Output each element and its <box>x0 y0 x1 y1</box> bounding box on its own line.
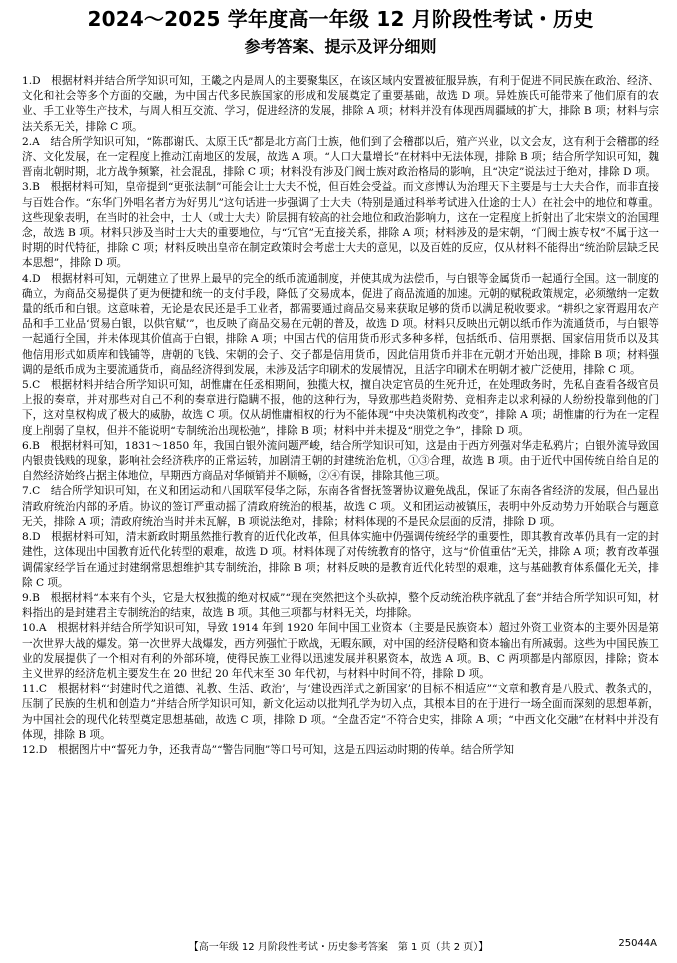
answer-number: 1. <box>22 75 33 87</box>
answer-choice: A <box>38 622 47 635</box>
answer-list <box>22 74 659 758</box>
answer-explanation: 根据材料并结合所学知识可知，王畿之内是周人的主要聚集区，在该区域内安置被征服异族，有利于促进不同民族在政治、经济、文化和社会等多个方面的交融，为中国古代多民族国家的形成和发展奠定了重要基础，故选 D 项。异姓族氏可能带来了他们原有的农业、手工业等生产技术，与周人相互交流、学习，促进经济的发展，排除 A 项；材料并没有体现西周疆域的扩大，排除 B 项；材料与宗法关系无关，排除 C 项。 <box>22 75 659 133</box>
answer-choice: D <box>32 272 41 285</box>
answer-choice: C <box>32 485 41 498</box>
answer-number: 7. <box>22 485 33 498</box>
footer-page-info: 【高一年级 12 月阶段性考试・历史参考答案 第 1 页（共 2 页）】 <box>188 942 489 953</box>
answer-item <box>22 530 659 591</box>
answer-choice: B <box>32 591 40 604</box>
answer-item <box>22 743 659 758</box>
answer-explanation: 根据材料并结合所学知识可知，胡惟庸在任丞相期间，独揽大权，擅自决定官员的生死升迁，在处理政务时，先私自查看各级官员上报的奏章，并对那些对自己不利的奏章进行隐瞒不报，他的这种行为，导致那些趋炎附势、竞相奔走以求利禄的人纷纷投靠到他的门下，这对皇权构成了极大的威胁，故选 C 项。仅从胡惟庸相权的行为不能体现“中央决策机构改变”，排除 A 项；胡惟庸的行为在一定程度上削弱了皇权，但并不能说明“专制统治出现松弛”，排除 B 项；材料中并未提及“朋党之争”，排除 D 项。 <box>22 379 659 437</box>
answer-choice: B <box>32 439 40 452</box>
answer-explanation: 结合所学知识可知，“陈郡谢氏、太原王氏”都是北方高门士族，他们到了会稽郡以后，殖产兴业，以文会友，这有利于会稽郡的经济、文化发展，在一定程度上推动江南地区的发展，故选 A 项。“人口大量增长”在材料中无法体现，排除 B 项；结合所学知识可知，魏晋南北朝时期，北方战争频繁，社会混乱，排除 C 项；材料没有涉及门阀士族对政治格局的影响，且“决定”说法过于绝对，排除 D 项。 <box>22 135 659 179</box>
answer-explanation: 根据材料可知，皇帝提到“更张法制”可能会让士大夫不悦，但百姓会受益。而文彦博认为治理天下主要是与士大夫合作，而非直接与百姓合作。“东华门外唱名者方为好男儿”这句话进一步强调了士大夫（特别是通过科举考试进入仕途的士人）在社会中的地位和尊重。这些现象表明，在当时的社会中，士人（或士大夫）阶层拥有较高的社会地位和政治影响力，这在一定程度上折射出了北宋崇文的治国理念，故选 B 项。材料只涉及当时士大夫的重要地位，与“冗官”无直接关系，排除 A 项；材料涉及的是宋朝，“门阀士族专权”不属于这一时期的时代特征，排除 C 项；材料反映出皇帝在制定政策时会考虑士大夫的意见，以及百姓的反应，仅从材料不能得出“统治阶层缺乏民本思想”，排除 D 项。 <box>22 181 659 270</box>
answer-explanation: 根据材料“本来有个头，它是大权独揽的绝对权威”“现在突然把这个头砍掉，整个反动统治秩序就乱了套”并结合所学知识可知，材料指出的是封建君主专制统治的结束，故选 B 项。其他三项都与材料无关，均排除。 <box>22 591 659 620</box>
answer-choice: D <box>38 743 48 756</box>
answer-number: 6. <box>22 439 33 452</box>
answer-number: 2. <box>22 135 33 148</box>
answer-number: 9. <box>22 591 33 604</box>
page-footer <box>0 938 677 953</box>
answer-choice: C <box>38 683 47 696</box>
answer-item <box>22 135 659 181</box>
answer-item <box>22 621 659 682</box>
answer-choice: C <box>32 379 41 392</box>
answer-number: 3. <box>22 181 33 194</box>
answer-number: 11. <box>22 683 39 696</box>
answer-item <box>22 180 659 271</box>
answer-number: 10. <box>22 622 39 635</box>
answer-item <box>22 682 659 743</box>
page-title: 2024～2025 学年度高一年级 12 月阶段性考试・历史 <box>87 7 594 31</box>
answer-explanation: 根据材料可知，1831～1850 年，我国白银外流问题严峻，结合所学知识可知，这是由于西方列强对华走私鸦片；白银外流导致国内银贵钱贱的现象，影响社会经济秩序的正常运转，加剧清王朝的封建统治危机，①③合理，故选 B 项。由于近代中国传统自给自足的自然经济始终占据主体地位，早期西方商品对华倾销并不顺畅，②④有误，排除其他三项。 <box>22 439 659 483</box>
answer-explanation: 根据材料可知，清末新政时期虽然推行教育的近代化改革，但具体实施中仍强调传统经学的重要性，即其教育改革仍具有一定的封建性，这体现出中国教育近代化转型的艰难，故选 D 项。材料体现了对传统教育的恪守，这与“价值重估”无关，排除 A 项；教育改革强调儒家经学旨在通过封建纲常思想维护其专制统治，排除 B 项；材料反映的是教育近代化转型的艰难，这与基础教育体系僵化无关，排除 C 项。 <box>22 531 659 589</box>
answer-explanation: 根据图片中“誓死力争，还我青岛”“警告同胞”等口号可知，这是五四运动时期的传单。结合所学知 <box>57 743 514 756</box>
page-subtitle: 参考答案、提示及评分细则 <box>244 37 437 56</box>
answer-number: 12. <box>22 743 39 756</box>
answer-explanation: 根据材料“‘封建时代之道德、礼教、生活、政治’，与‘建设西洋式之新国家’的目标不相适应”“文章和教育是八股式、教条式的，压制了民族的生机和创造力”并结合所学知识可知，新文化运动以批判孔学为切入点，其根本目的在于进行一场全面而深刻的思想革新，为中国社会的现代化转型奠定思想基础，故选 C 项，排除 D 项。“全盘否定”不符合史实，排除 A 项；“中西文化交融”在材料中并没有体现，排除 B 项。 <box>22 683 659 741</box>
answer-choice: D <box>32 531 41 544</box>
answer-number: 5. <box>22 379 33 392</box>
footer-exam-code: 25044A <box>618 938 657 949</box>
answer-explanation: 根据材料可知，元朝建立了世界上最早的完全的纸币流通制度，并使其成为法偿币，与白银等金属货币一起通行全国。这一制度的确立，为商品交易提供了更为便捷和统一的支付手段，降低了交易成本，促进了商品流通的加速。元朝的赋税政策规定，必须缴纳一定数量的纸币和白银。这意味着，无论是农民还是手工业者，都需要通过商品交易来获取足够的货币以满足税收要求。“耕织之家胥遐用农产品和手工业品‘贸易白银，以供官赋’”，也反映了商品交易在元朝的普及，故选 D 项。材料只反映出元朝以纸币作为流通货币，与白银等一起通行全国，并未体现其价值高于白银，排除 A 项；中国古代的信用货币形式多种多样，包括纸币、信用票据、国家信用货币以及其他信用形式如质库和钱铺等，唐朝的飞钱、宋朝的会子、交子都是信用货币，因此信用货币并非在元朝才开始出现，排除 B 项；材料强调的是纸币成为主要流通货币，商品经济得到发展，未涉及活字印刷术的发展情况，且活字印刷术在明朝才被广泛使用，排除 C 项。 <box>22 272 659 376</box>
answer-item <box>22 439 659 485</box>
answer-choice: A <box>32 135 40 148</box>
answer-number: 8. <box>22 531 33 544</box>
answer-number: 4. <box>22 272 33 285</box>
answer-item <box>22 74 659 135</box>
answer-item <box>22 484 659 530</box>
answer-choice: D <box>32 75 41 87</box>
answer-item <box>22 591 659 621</box>
answer-item <box>22 272 659 378</box>
answer-explanation: 结合所学知识可知，在义和团运动和八国联军侵华之际，东南各省督抚签署协议避免战乱，保证了东南各省经济的发展，但凸显出清政府统治内部的矛盾。协议的签订严重动摇了清政府统治的根基，故选 C 项。义和团运动被镇压，表明中外反动势力开始联合与题意无关，排除 A 项；清政府统治当时并未瓦解，B 项说法绝对，排除；材料体现的不是民众层面的反清，排除 D 项。 <box>22 485 659 528</box>
answer-choice: B <box>32 181 40 194</box>
answer-item <box>22 378 659 439</box>
answer-explanation: 根据材料并结合所学知识可知，导致 1914 年到 1920 年间中国工业资本（主要是民族资本）超过外资工业资本的主要外因是第一次世界大战的爆发。第一次世界大战爆发，西方列强忙于欧战，无暇东顾，对中国的经济侵略和资本输出有所减弱。这些为中国民族工业的发展提供了一个相对有利的外部环境，使得民族工业得以迅速发展并积累资本，故选 A 项。B、C 两项都是内部原因，排除；资本主义世界的经济危机主要发生在 20 世纪 20 年代末至 30 年代初，与材料中时间不符，排除 D 项。 <box>22 622 659 680</box>
